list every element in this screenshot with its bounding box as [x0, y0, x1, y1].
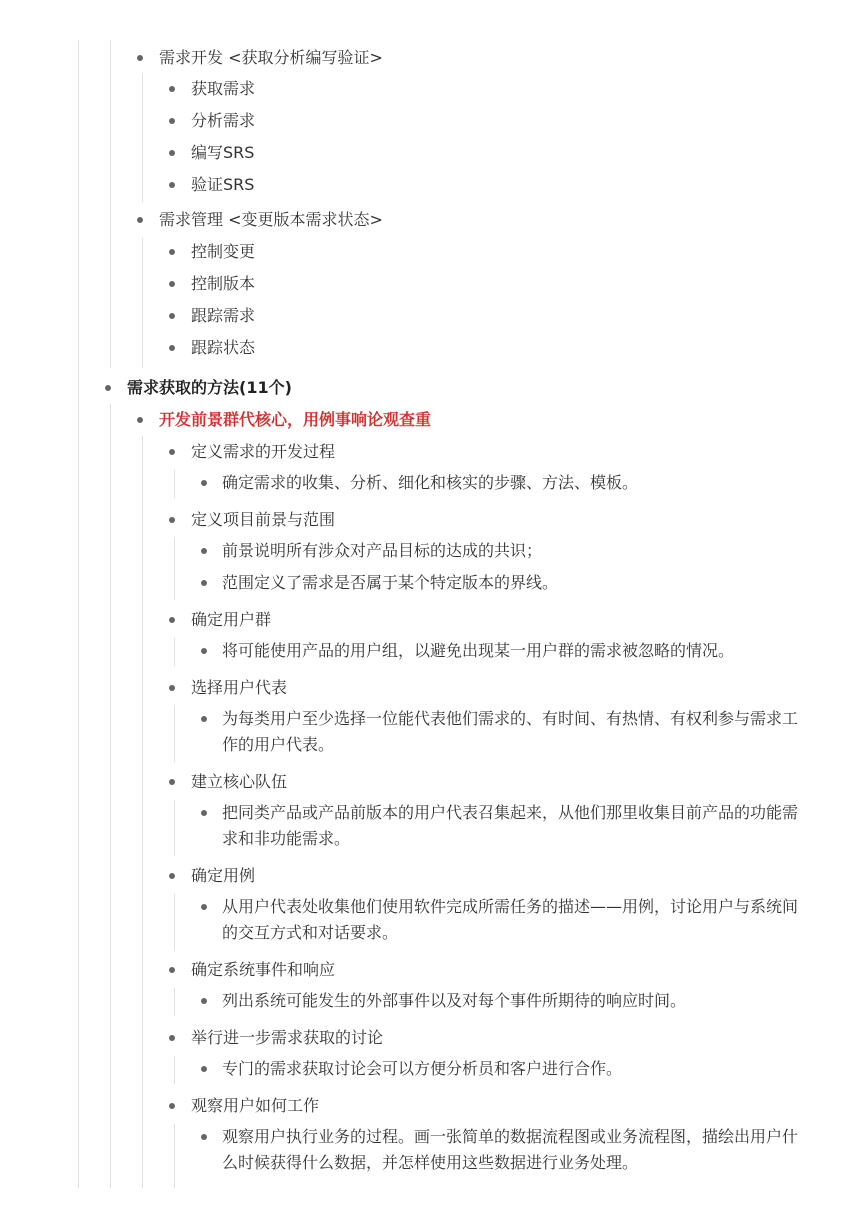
outline-guide-step7 [174, 988, 175, 1016]
outline-guide-step5 [174, 800, 175, 856]
bullet-icon [169, 313, 175, 319]
outline-guide-step3 [174, 638, 175, 666]
method-step-title: 举行进一步需求获取的讨论 [191, 1028, 384, 1047]
outline-guide-step6 [174, 894, 175, 950]
outline-guide-level3-mgmt [142, 238, 143, 368]
bullet-icon [201, 1134, 207, 1140]
list-item-label: 控制变更 [191, 242, 256, 261]
method-step-detail: 从用户代表处收集他们使用软件完成所需任务的描述——用例，讨论用户与系统间的交互方式和对话要求。 [222, 897, 799, 942]
outline-guide-step1 [174, 470, 175, 498]
bullet-icon [201, 716, 207, 722]
bullet-icon [169, 249, 175, 255]
method-step-detail: 为每类用户至少选择一位能代表他们需求的、有时间、有热情、有权利参与需求工作的用户代表。 [222, 709, 799, 754]
mnemonic-label: 开发前景群代核心，用例事响论观查重 [159, 410, 432, 429]
bullet-icon [105, 385, 111, 391]
list-item-label: 编写SRS [191, 143, 255, 162]
method-step-detail: 观察用户执行业务的过程。画一张简单的数据流程图或业务流程图，描绘出用户什么时候获得什么数据，并怎样使用这些数据进行业务处理。 [222, 1127, 799, 1172]
bullet-icon [169, 1035, 175, 1041]
list-item-label: 需求管理 <变更版本需求状态> [159, 210, 383, 229]
method-step-detail: 把同类产品或产品前版本的用户代表召集起来，从他们那里收集目前产品的功能需求和非功能需求。 [222, 803, 799, 848]
outline-guide-step2 [174, 538, 175, 600]
bullet-icon [137, 217, 143, 223]
bullet-icon [201, 810, 207, 816]
bullet-icon [169, 118, 175, 124]
bullet-icon [169, 517, 175, 523]
outline-guide-level2 [110, 40, 111, 368]
bullet-icon [169, 150, 175, 156]
method-step-detail: 前景说明所有涉众对产品目标的达成的共识； [222, 541, 543, 560]
outline-guide-level3-dev [142, 74, 143, 202]
method-step-title: 确定用例 [191, 866, 256, 885]
bullet-icon [169, 617, 175, 623]
bullet-icon [169, 967, 175, 973]
bullet-icon [201, 998, 207, 1004]
outline-guide-step8 [174, 1056, 175, 1084]
bullet-icon [169, 281, 175, 287]
bullet-icon [201, 548, 207, 554]
method-step-title: 定义项目前景与范围 [191, 510, 336, 529]
method-step-title: 选择用户代表 [191, 678, 288, 697]
bullet-icon [169, 873, 175, 879]
method-step-title: 确定用户群 [191, 610, 272, 629]
list-item-label: 验证SRS [191, 175, 255, 194]
bullet-icon [137, 55, 143, 61]
method-step-detail: 列出系统可能发生的外部事件以及对每个事件所期待的响应时间。 [222, 991, 687, 1010]
bullet-icon [169, 86, 175, 92]
bullet-icon [137, 417, 143, 423]
bullet-icon [169, 1103, 175, 1109]
method-step-detail: 确定需求的收集、分析、细化和核实的步骤、方法、模板。 [222, 473, 639, 492]
method-step-detail: 将可能使用产品的用户组，以避免出现某一用户群的需求被忽略的情况。 [222, 641, 735, 660]
outline-guide-level3-methods [142, 436, 143, 1188]
method-step-detail: 范围定义了需求是否属于某个特定版本的界线。 [222, 573, 559, 592]
method-step-title: 建立核心队伍 [191, 772, 288, 791]
method-step-title: 观察用户如何工作 [191, 1096, 320, 1115]
bullet-icon [169, 685, 175, 691]
bullet-icon [169, 449, 175, 455]
list-item-label: 跟踪状态 [191, 338, 256, 357]
bullet-icon [201, 648, 207, 654]
outline-guide-step4 [174, 706, 175, 762]
list-item-label: 需求开发 <获取分析编写验证> [159, 48, 383, 67]
bullet-icon [201, 580, 207, 586]
method-step-detail: 专门的需求获取讨论会可以方便分析员和客户进行合作。 [222, 1059, 623, 1078]
section-heading-label: 需求获取的方法(11个) [127, 378, 292, 397]
outline-guide-level1 [78, 40, 79, 1188]
list-item-label: 获取需求 [191, 79, 256, 98]
list-item-label: 跟踪需求 [191, 306, 256, 325]
bullet-icon [169, 345, 175, 351]
bullet-icon [169, 779, 175, 785]
bullet-icon [201, 1066, 207, 1072]
outline-guide-level2-methods [110, 404, 111, 1188]
bullet-icon [169, 182, 175, 188]
outline-guide-step9 [174, 1124, 175, 1188]
list-item-label: 分析需求 [191, 111, 256, 130]
method-step-title: 定义需求的开发过程 [191, 442, 336, 461]
bullet-icon [201, 480, 207, 486]
list-item-label: 控制版本 [191, 274, 256, 293]
bullet-icon [201, 904, 207, 910]
method-step-title: 确定系统事件和响应 [191, 960, 336, 979]
